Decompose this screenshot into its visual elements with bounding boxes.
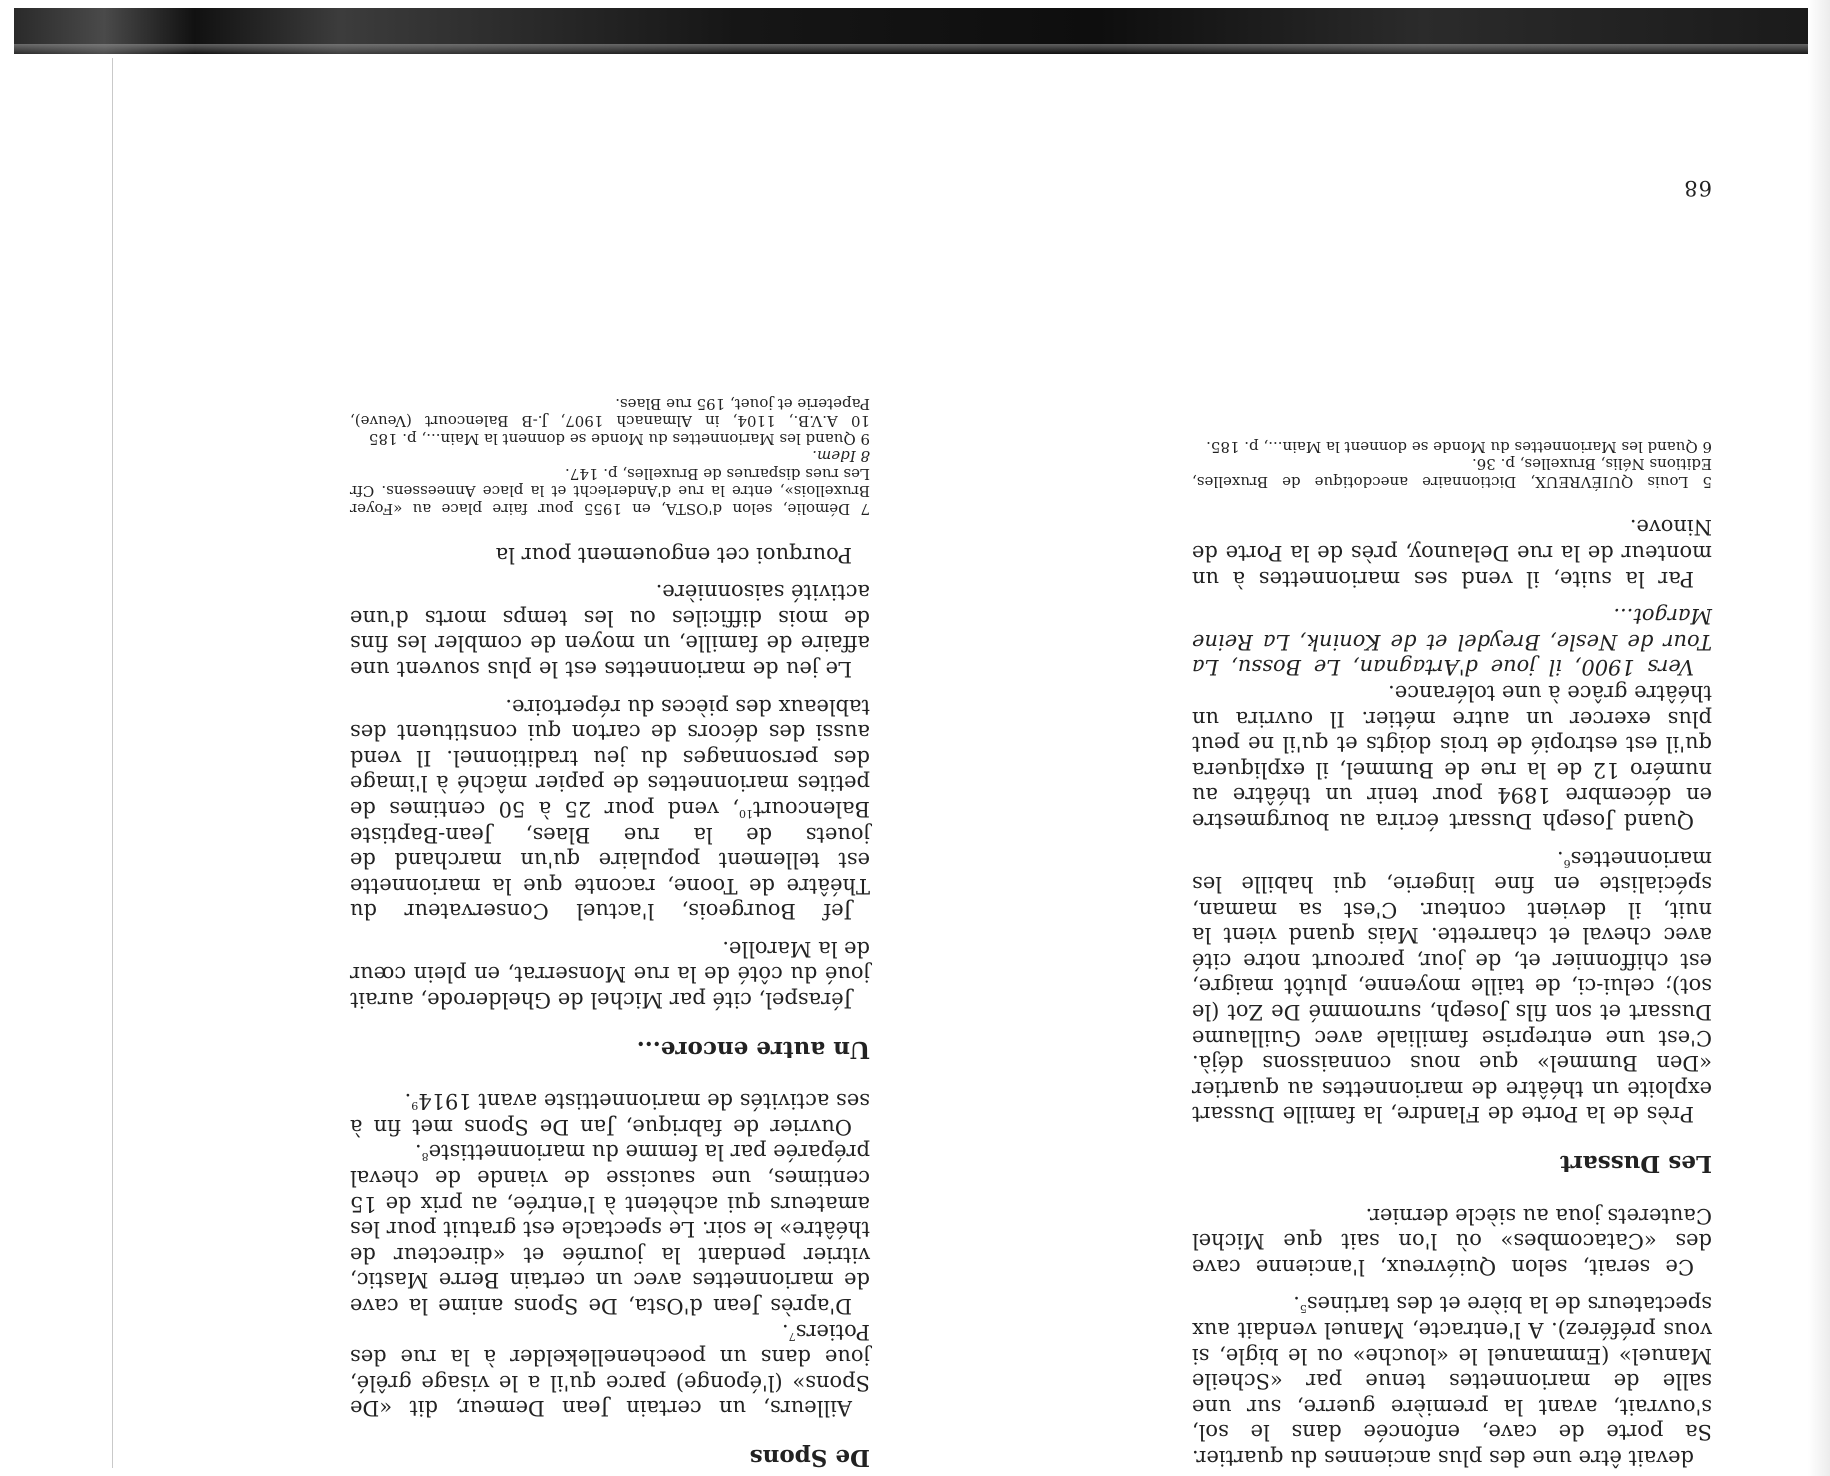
paragraph: D'après Jean d'Osta, De Spons anime la cave de marionnettes avec un certain Berre Mastic, vitrier pendant la journée et «directeur de théâtre» le soir. Le spectacle est gratuit pour les amateurs qui achètent à l'entrée, au prix de 15 centimes, une saucisse de viande de cheval préparée par la femme du marionnettiste$^8$. [350,1140,870,1319]
book-page-rotated [150,90,1770,1470]
footnotes [1192,437,1712,490]
note-ref: 5 [1299,1302,1307,1316]
footnote: 10 A.V.B., 1104, in Almanach 1907, J.-B Balencourt (Veuve), Papeterie et jouet, 195 rue Blaes. [350,395,870,431]
paragraph: Jef Bourgeois, l'actuel Conservateur du Théâtre de Toone, raconte que la marionnette est tellement populaire qu'un marchand de jouets de la rue Blaes, Jean-Baptiste Balencourt$^{10}$, vend pour 25 à 50 centimes de petites marionnettes de papier mâché à l'image des personnages du jeu traditionnel. Il vend aussi des décors de carton qui constituent des tableaux des pièces du répertoire. [350,694,870,924]
note-ref: 9 [411,1099,419,1113]
note-ref: 6 [1563,856,1571,870]
footnotes [350,395,870,518]
paragraph: Le jeu de marionnettes est le plus souvent une affaire de famille, un moyen de combler les fins de mois difficiles ou les temps morts d'une activité saisonnière. [350,580,870,681]
footnote: 8 Idem. [812,447,870,466]
paragraph: Près de la Porte de Flandre, la famille Dussart exploite un théâtre de marionnettes au quartier «Den Bummel» que nous connaissons déjà. C'est une entreprise familiale avec Guillaume Dussart et son fils Joseph, surnommé De Zot (le sot); celui-ci, de taille moyenne, plutôt maigre, est chiffonnier et, de jour, parcourt notre cité avec cheval et charrette. Mais quand vient la nuit, il devient conteur. C'est sa maman, spécialiste en fine lingerie, qui habille les marionnettes$^6$. [1192,846,1712,1127]
paragraph: Ce serait, selon Quiévreux, l'ancienne cave des «Catacombes» où l'on sait que Michel Cauterets joua au siècle dernier. [1192,1203,1712,1279]
note-ref: 10 [738,806,753,820]
right-column [350,395,870,1471]
gutter-line [112,58,113,1468]
section-heading: Les Dussart [1560,1150,1712,1178]
footnote: 9 Quand les Marionnettes du Monde se donnent la Main..., p. 185 [368,430,870,448]
scan-shadow [14,44,1820,54]
footnote: 7 Démolie, selon d'OSTA, en 1955 pour faire place au «Foyer Bruxellois», entre la rue d'Anderlecht et la place Anneessens. Cfr Les rues disparues de Bruxelles, p. 147. [350,465,870,518]
paragraph: devait être une des plus anciennes du quartier. Sa porte de cave, enfoncée dans le sol, s'ouvrait, avant la première guerre, sur une salle de marionnettes tenue par «Scheile Manuel» (Emmanuel le «louche» ou le bigle, si vous préférez). A l'entracte, Manuel vendait aux spectateurs de la bière et des tartines$^5$. [1192,1292,1712,1470]
paragraph: Par la suite, il vend ses marionnettes à un monteur de la rue Delaunoy, près de la Porte de Ninove. [1192,515,1712,591]
paragraph: Quand Joseph Dussart écrira au bourgmestre en décembre 1894 pour tenir un théâtre au numéro 12 de la rue de Bummel, il expliquera qu'il est estropié de trois doigts et qu'il ne peut plus exercer un autre métier. Il ouvrira un théâtre grâce à une tolérance. [1192,680,1712,833]
paragraph: Jéraspel, cité par Michel de Ghelderode, aurait joué du côté de la rue Monserrat, en plein cœur de la Marolle. [350,936,870,1013]
paragraph: Ailleurs, un certain Jean Demeur, dit «De Spons» (l'éponge) parce qu'il a le visage grêlé, joue dans un poechenellekelder à la rue des Potiers$^7$. [350,1319,870,1421]
page-number: 68 [1683,176,1712,200]
section-heading: Un autre encore... [636,1035,870,1063]
section-heading: De Spons [749,1444,870,1471]
paragraph: Pourquoi cet engouement pour la [495,542,852,567]
note-ref: 7 [788,1329,796,1343]
paragraph: Ouvrier de fabrique, Jan De Spons met fin à ses activités de marionnettiste avant 1914$^9$. [350,1089,870,1139]
left-column [1192,437,1712,1470]
footnote: 5 Louis QUIÉVREUX, Dictionnaire anecdotique de Bruxelles, Editions Nélis, Bruxelles, p. 36. [1192,455,1712,491]
footnote: 6 Quand les Marionnettes du Monde se donnent la Main..., p. 185. [1206,437,1712,456]
paragraph: Vers 1900, il joue d'Artagnan, Le Bossu, La Tour de Nesle, Breydel et de Konink, La Reine Margot... [1192,604,1712,680]
note-ref: 8 [421,1150,429,1164]
page-edge [1808,0,1830,1476]
